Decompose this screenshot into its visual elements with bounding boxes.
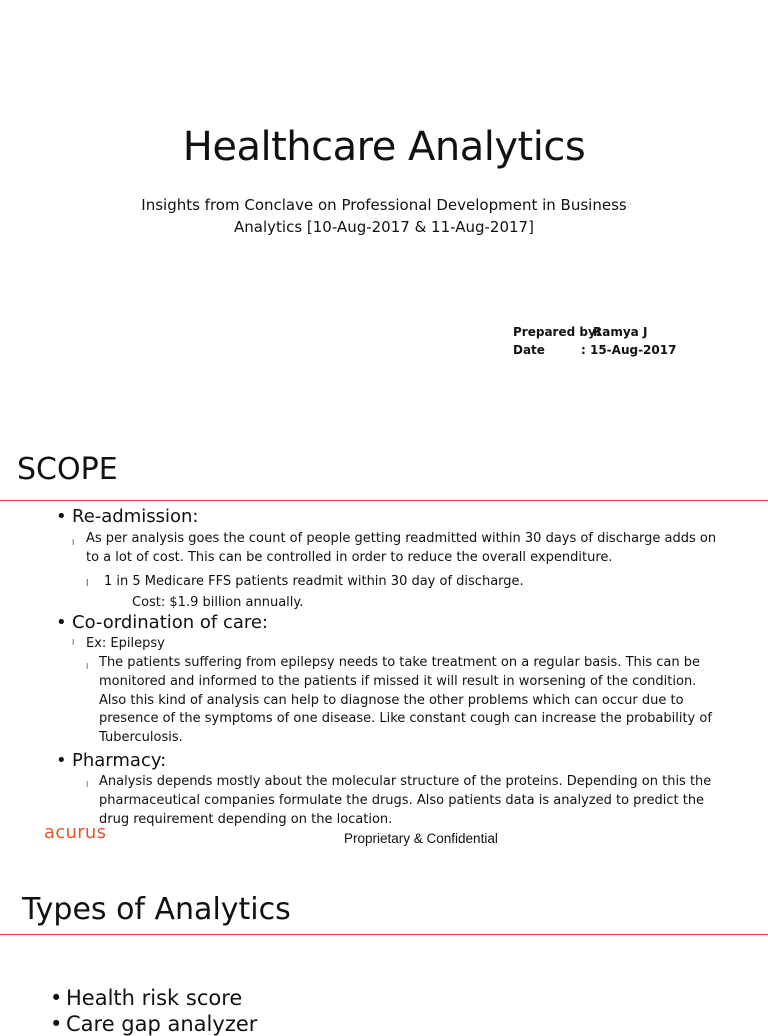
level2-bullet-marker: l — [72, 538, 75, 547]
footer-confidential: Proprietary & Confidential — [344, 831, 498, 846]
subtitle-line-1: Insights from Conclave on Professional Development in Business — [141, 196, 627, 214]
acurus-logo: acurus — [44, 822, 107, 843]
types-heading: Types of Analytics — [22, 892, 291, 927]
list-item: • Care gap analyzer — [50, 1012, 258, 1036]
subtitle-line-2: Analytics [10-Aug-2017 & 11-Aug-2017] — [234, 218, 534, 236]
level2-bullet-marker: l — [72, 638, 75, 647]
list-item: • Health risk score — [50, 986, 243, 1010]
date-value: : 15-Aug-2017 — [581, 343, 677, 357]
readmission-stat: 1 in 5 Medicare FFS patients readmit within 30 day of discharge. — [104, 574, 524, 589]
slide-title: Healthcare Analytics — [182, 124, 586, 170]
readmission-cost: Cost: $1.9 billion annually. — [132, 595, 304, 610]
types-slide — [0, 860, 768, 1036]
heading-divider — [0, 500, 768, 501]
section-coordination-label: • Co-ordination of care: — [56, 612, 269, 633]
prepared-value: Ramya J — [593, 325, 648, 339]
scope-heading: SCOPE — [17, 452, 118, 487]
scope-slide — [0, 430, 768, 860]
readmission-text: As per analysis goes the count of people getting readmitted within 30 days of discharge adds on to a lot of cost. This can be controlled in order to reduce the overall expenditure. — [86, 531, 717, 565]
heading-divider — [0, 934, 768, 935]
coordination-text: The patients suffering from epilepsy needs to take treatment on a regular basis. This can be monitored and informed to the patients if missed it will result in worsening of the condition. Also this kind of analysis can help to diagnose the other problems which can occur due to presence of the symptoms of one disease. Like constant cough can increase the probability of Tuberculosis. — [99, 655, 712, 746]
prepared-block — [513, 323, 676, 359]
date-label: Date — [513, 343, 545, 357]
prepared-label: Prepared by: — [513, 325, 601, 339]
section-readmission-label: • Re-admission: — [56, 506, 199, 527]
title-slide — [0, 0, 768, 430]
pharmacy-text: Analysis depends mostly about the molecular structure of the proteins. Depending on this the pharmaceutical companies formulate the drugs. Also patients data is analyzed to predict the drug requirement depending on the location. — [99, 774, 712, 827]
level3-bullet-marker: l — [86, 662, 89, 671]
section-pharmacy-label: • Pharmacy: — [56, 750, 167, 771]
level3-bullet-marker: l — [86, 780, 89, 789]
level3-bullet-marker: l — [86, 579, 89, 589]
slide-subtitle — [114, 194, 654, 238]
coordination-example: Ex: Epilepsy — [86, 636, 165, 651]
